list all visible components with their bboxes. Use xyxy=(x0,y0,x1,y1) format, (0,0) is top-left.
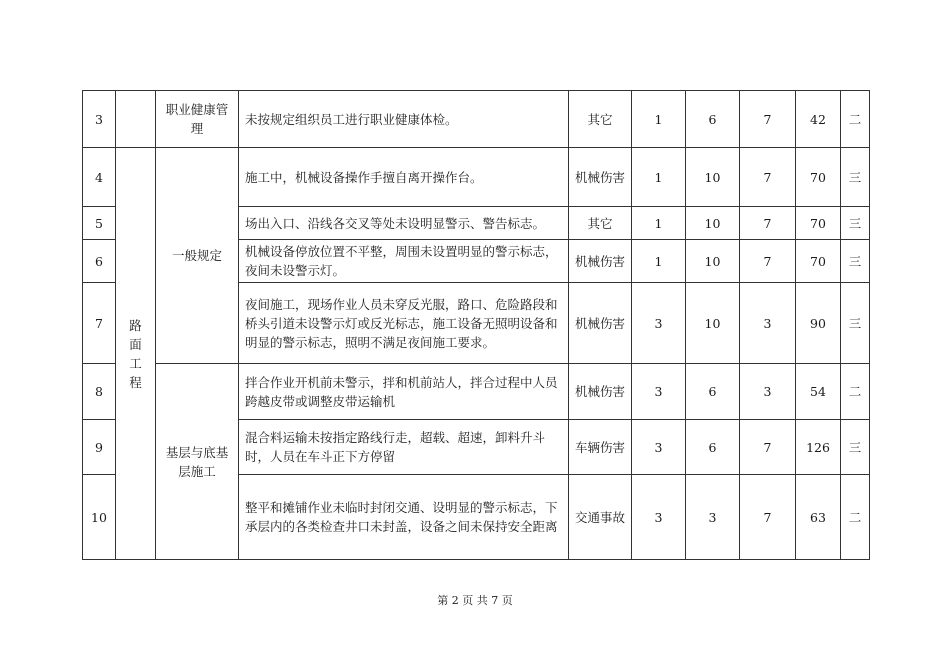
likelihood-value: 3 xyxy=(632,475,686,560)
accident-type: 车辆伤害 xyxy=(569,420,632,475)
risk-level: 二 xyxy=(841,364,870,420)
row-number: 7 xyxy=(83,283,116,364)
risk-level: 二 xyxy=(841,91,870,148)
work-item: 职业健康管理 xyxy=(156,91,239,148)
accident-type: 机械伤害 xyxy=(569,364,632,420)
table-row xyxy=(83,148,870,207)
consequence-value: 7 xyxy=(740,207,796,240)
risk-assessment-table xyxy=(82,90,870,560)
exposure-value: 10 xyxy=(686,148,740,207)
row-number: 3 xyxy=(83,91,116,148)
risk-level: 二 xyxy=(841,475,870,560)
exposure-value: 10 xyxy=(686,283,740,364)
accident-type: 机械伤害 xyxy=(569,148,632,207)
risk-score: 54 xyxy=(796,364,841,420)
risk-level: 三 xyxy=(841,240,870,283)
consequence-value: 7 xyxy=(740,240,796,283)
consequence-value: 7 xyxy=(740,420,796,475)
exposure-value: 10 xyxy=(686,240,740,283)
hazard-description: 夜间施工，现场作业人员未穿反光服，路口、危险路段和桥头引道未设警示灯或反光标志，施工设备无照明设备和明显的警示标志，照明不满足夜间施工要求。 xyxy=(239,283,569,364)
accident-type: 交通事故 xyxy=(569,475,632,560)
accident-type: 其它 xyxy=(569,91,632,148)
project-cell xyxy=(116,91,156,148)
likelihood-value: 1 xyxy=(632,207,686,240)
consequence-value: 7 xyxy=(740,148,796,207)
exposure-value: 6 xyxy=(686,420,740,475)
risk-level: 三 xyxy=(841,148,870,207)
consequence-value: 3 xyxy=(740,283,796,364)
likelihood-value: 1 xyxy=(632,240,686,283)
likelihood-value: 3 xyxy=(632,364,686,420)
likelihood-value: 3 xyxy=(632,283,686,364)
row-number: 6 xyxy=(83,240,116,283)
accident-type: 机械伤害 xyxy=(569,283,632,364)
accident-type: 机械伤害 xyxy=(569,240,632,283)
hazard-description: 混合料运输未按指定路线行走，超载、超速，卸料升斗时，人员在车斗正下方停留 xyxy=(239,420,569,475)
risk-score: 90 xyxy=(796,283,841,364)
row-number: 8 xyxy=(83,364,116,420)
row-number: 5 xyxy=(83,207,116,240)
hazard-description: 施工中，机械设备操作手擅自离开操作台。 xyxy=(239,148,569,207)
risk-score: 63 xyxy=(796,475,841,560)
consequence-value: 7 xyxy=(740,475,796,560)
hazard-description: 场出入口、沿线各交叉等处未设明显警示、警告标志。 xyxy=(239,207,569,240)
likelihood-value: 1 xyxy=(632,91,686,148)
exposure-value: 10 xyxy=(686,207,740,240)
table-row xyxy=(83,91,870,148)
exposure-value: 6 xyxy=(686,91,740,148)
exposure-value: 6 xyxy=(686,364,740,420)
project-group-road: 路面工程 xyxy=(116,148,156,560)
risk-level: 三 xyxy=(841,420,870,475)
item-group-general: 一般规定 xyxy=(156,148,239,364)
exposure-value: 3 xyxy=(686,475,740,560)
risk-level: 三 xyxy=(841,283,870,364)
risk-score: 126 xyxy=(796,420,841,475)
risk-level: 三 xyxy=(841,207,870,240)
hazard-description: 拌合作业开机前未警示，拌和机前站人，拌合过程中人员跨越皮带或调整皮带运输机 xyxy=(239,364,569,420)
hazard-description: 机械设备停放位置不平整，周围未设置明显的警示标志，夜间未设警示灯。 xyxy=(239,240,569,283)
risk-score: 70 xyxy=(796,207,841,240)
consequence-value: 3 xyxy=(740,364,796,420)
hazard-description: 整平和摊铺作业未临时封闭交通、设明显的警示标志，下承层内的各类检查井口未封盖，设备之间未保持安全距离 xyxy=(239,475,569,560)
row-number: 9 xyxy=(83,420,116,475)
row-number: 10 xyxy=(83,475,116,560)
table-row xyxy=(83,364,870,420)
likelihood-value: 3 xyxy=(632,420,686,475)
consequence-value: 7 xyxy=(740,91,796,148)
row-number: 4 xyxy=(83,148,116,207)
risk-score: 42 xyxy=(796,91,841,148)
item-group-base: 基层与底基层施工 xyxy=(156,364,239,560)
accident-type: 其它 xyxy=(569,207,632,240)
page-number-footer: 第 2 页 共 7 页 xyxy=(437,594,513,607)
risk-score: 70 xyxy=(796,240,841,283)
hazard-description: 未按规定组织员工进行职业健康体检。 xyxy=(239,91,569,148)
risk-score: 70 xyxy=(796,148,841,207)
likelihood-value: 1 xyxy=(632,148,686,207)
